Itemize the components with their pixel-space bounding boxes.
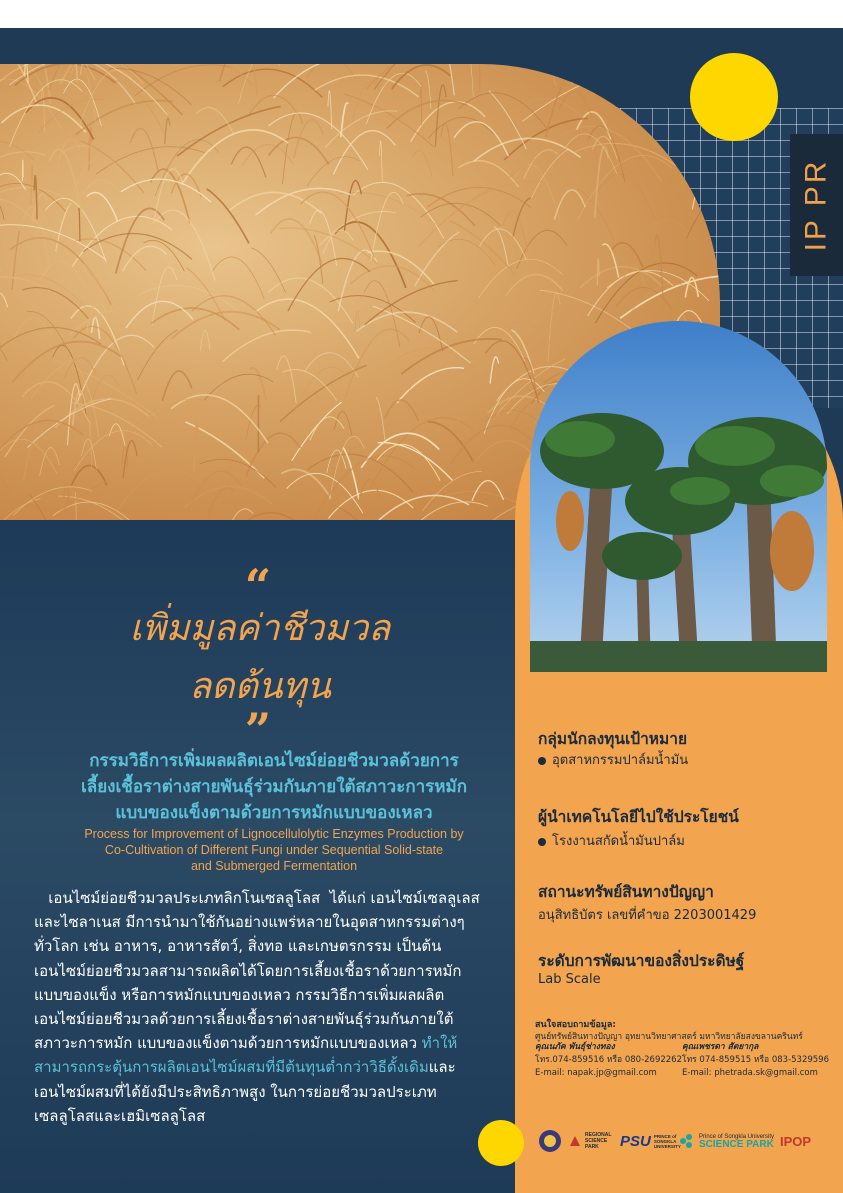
logo-text: IPOP	[780, 1133, 812, 1149]
fiber-strand	[391, 348, 498, 393]
psu-logo	[620, 1126, 681, 1156]
fiber-strand	[82, 180, 126, 202]
fiber-strand	[283, 113, 303, 184]
contact-name: คุณนภัค พันธุ์ช่างทอง	[535, 1042, 615, 1052]
headline-line-2: ลดต้นทุน	[189, 666, 331, 707]
description-line: และไซลาเนส มีการนำมาใช้กันอย่างแพร่หลายในอุตสาหกรรมต่างๆ	[34, 913, 465, 932]
fiber-strand	[410, 502, 488, 520]
fiber-strand	[35, 480, 110, 521]
fiber-strand	[192, 296, 276, 335]
fiber-strand	[108, 68, 191, 104]
regional-science-park-logo	[568, 1126, 611, 1156]
fiber-strand	[358, 480, 380, 503]
description-line: เอนไซม์ผสมที่ได้ยังมีประสิทธิภาพสูง ในการย่อยชีวมวลประเภท	[34, 1082, 437, 1101]
fiber-strand	[387, 100, 468, 128]
logo-text: PRINCE of	[653, 1133, 677, 1139]
fiber-strand	[655, 235, 663, 300]
description-paragraph	[34, 886, 484, 1128]
contact-email: E-mail: napak.jp@gmail.com	[535, 1068, 657, 1078]
thai-title-line: กรรมวิธีการเพิ่มผลผลิตเอนไซม์ย่อยชีวมวลด้วยการ	[89, 751, 459, 771]
fiber-strand	[385, 400, 418, 421]
fiber-strand	[435, 85, 446, 147]
fiber-strand	[251, 248, 286, 293]
fiber-strand	[0, 499, 41, 520]
fiber-strand	[713, 174, 720, 231]
fiber-strand	[307, 157, 359, 186]
highlighted-text: ทำให้	[421, 1034, 458, 1053]
fiber-strand	[427, 187, 531, 207]
fiber-strand	[474, 327, 525, 360]
fiber-strand	[22, 160, 23, 181]
fiber-strand	[0, 79, 62, 130]
fiber-strand	[475, 441, 535, 462]
fiber-strand	[87, 192, 118, 221]
fiber-strand	[575, 143, 680, 168]
technology-users-text: โรงงานสกัดน้ำมันปาล์ม	[552, 834, 685, 849]
logo-text: REGIONAL	[585, 1132, 612, 1138]
fiber-strand	[0, 293, 8, 341]
description-line: เอนไซม์ย่อยชีวมวลประเภทลิกโนเซลลูโลส ได้แก่ เอนไซม์เซลลูเลส	[34, 889, 480, 907]
fiber-strand	[474, 138, 581, 161]
fiber-strand	[379, 495, 469, 520]
fiber-strand	[397, 368, 464, 403]
fiber-strand	[135, 65, 232, 96]
bullet-icon	[538, 757, 546, 765]
fiber-strand	[0, 201, 4, 226]
contact-phone: โทร 074-859515 หรือ 083-5329596	[682, 1055, 829, 1065]
thai-title	[40, 748, 508, 826]
target-investor-value	[538, 752, 828, 770]
yellow-circle-decoration	[690, 53, 778, 141]
fiber-strand	[494, 227, 509, 266]
fiber-strand	[287, 473, 363, 513]
english-title-line: Co-Cultivation of Different Fungi under Sequential Solid-state	[104, 843, 444, 857]
science-park-logo	[678, 1126, 774, 1156]
english-title	[40, 826, 508, 874]
contact-email: E-mail: phetrada.sk@gmail.com	[682, 1068, 818, 1078]
fiber-strand	[194, 423, 199, 472]
fiber-strand	[595, 146, 608, 217]
fiber-strand	[0, 328, 101, 349]
yellow-circle-decoration-bottom	[478, 1120, 524, 1166]
fiber-strand	[602, 244, 618, 277]
fiber-strand	[139, 285, 237, 310]
logo-text: PARK	[585, 1144, 599, 1150]
development-level-value: Lab Scale	[538, 972, 601, 987]
technology-users-value	[538, 833, 828, 851]
description-text: และ	[428, 1058, 456, 1077]
fiber-strand	[79, 70, 135, 127]
logo-text: Prince of Songkla University	[699, 1134, 775, 1140]
fiber-strand	[89, 422, 91, 469]
fiber-strand	[231, 147, 265, 177]
fiber-strand	[223, 69, 323, 97]
fiber-strand	[156, 210, 215, 281]
fiber-strand	[40, 261, 85, 286]
poster	[0, 28, 843, 1193]
fiber-strand	[428, 422, 473, 462]
fiber-strand	[441, 123, 453, 176]
english-title-line: and Submerged Fermentation	[190, 859, 358, 873]
fiber-strand	[515, 165, 561, 223]
description-line: เอนไซม์ย่อยชีวมวลสามารถผลิตได้โดยการเลี้ยงเชื้อราด้วยการหมัก	[34, 961, 462, 980]
fiber-strand	[208, 488, 235, 518]
fiber-strand	[68, 269, 104, 289]
ip-status-heading: สถานะทรัพย์สินทางปัญญา	[538, 883, 714, 901]
fiber-strand	[522, 69, 625, 121]
open-quote-mark: “	[244, 559, 272, 613]
fiber-strand	[513, 198, 532, 237]
fiber-strand	[22, 288, 88, 319]
description-line	[34, 1031, 484, 1055]
fiber-strand	[74, 239, 146, 270]
fiber-strand	[0, 303, 1, 347]
fiber-strand	[301, 192, 375, 257]
university-seal-logo	[538, 1126, 562, 1156]
fiber-strand	[82, 375, 119, 446]
logo-text: SONGKLA	[653, 1138, 677, 1144]
fiber-strand	[126, 301, 193, 328]
fiber-strand	[335, 222, 406, 288]
fiber-strand	[310, 210, 337, 265]
fiber-strand	[502, 211, 527, 252]
highlighted-text: สามารถกระตุ้นการผลิตเอนไซม์ผสมที่มีต้นทุนต่ำกว่าวิธีดั้งเดิม	[34, 1058, 429, 1077]
fiber-strand	[239, 64, 257, 95]
fiber-strand	[333, 131, 395, 175]
fiber-strand	[49, 149, 82, 218]
description-text: สภาวะการหมัก แบบของแข็งตามด้วยการหมักแบบของเหลว	[34, 1034, 422, 1053]
fiber-strand	[464, 64, 473, 97]
fiber-strand	[225, 509, 253, 520]
ip-pr-tab	[790, 134, 843, 276]
fiber-strand	[71, 465, 107, 485]
fiber-strand	[171, 395, 268, 443]
fiber-strand	[26, 98, 94, 140]
fiber-strand	[454, 122, 508, 157]
fiber-strand	[56, 203, 71, 251]
fiber-strand	[438, 239, 495, 265]
fiber-strand	[271, 219, 323, 265]
fiber-strand	[122, 246, 167, 271]
fiber-strand	[107, 64, 182, 115]
fiber-strand	[32, 194, 47, 221]
headline-line-1: เพิ่มมูลค่าชีวมวล	[129, 608, 391, 649]
development-level-heading: ระดับการพัฒนาของสิ่งประดิษฐ์	[538, 952, 745, 970]
fiber-strand	[12, 231, 19, 290]
target-investor-text: อุตสาหกรรมปาล์มน้ำมัน	[552, 753, 689, 768]
fiber-strand	[0, 479, 10, 520]
contact-organization: ศูนย์ทรัพย์สินทางปัญญา อุทยานวิทยาศาสตร์ มหาวิทยาลัยสงขลานครินทร์	[535, 1032, 803, 1042]
fiber-strand	[345, 329, 410, 399]
fiber-strand	[376, 397, 385, 441]
fiber-strand	[154, 169, 183, 224]
fiber-strand	[74, 431, 153, 471]
fiber-strand	[314, 235, 323, 284]
fiber-strand	[578, 155, 672, 220]
fiber-strand	[288, 258, 370, 311]
fiber-strand	[418, 189, 491, 247]
fiber-strand	[641, 220, 698, 244]
fiber-strand	[144, 240, 185, 271]
fiber-strand	[507, 146, 601, 180]
palm-trees-photo	[530, 321, 827, 672]
fiber-strand	[200, 330, 210, 351]
description-line: เซลลูโลสและเฮมิเซลลูโลส	[34, 1106, 206, 1125]
close-quote-mark: ”	[244, 703, 272, 757]
fiber-strand	[361, 433, 439, 468]
fiber-strand	[74, 326, 137, 394]
fiber-strand	[564, 134, 617, 175]
fiber-strand	[323, 230, 353, 254]
description-line: ทั่วโลก เช่น อาหาร, อาหารสัตว์, สิ่งทอ และเกษตรกรรม เป็นต้น	[34, 937, 442, 956]
fiber-strand	[294, 120, 323, 158]
fiber-strand	[597, 259, 599, 286]
contact-person-2	[682, 1041, 832, 1080]
fiber-strand	[10, 80, 83, 147]
fiber-strand	[274, 64, 347, 98]
fiber-strand	[433, 64, 454, 95]
logo-text: SCIENCE	[585, 1138, 608, 1144]
thai-title-line: แบบของแข็งตามด้วยการหมักแบบของเหลว	[115, 803, 433, 823]
fiber-strand	[425, 498, 494, 520]
fiber-strand	[0, 313, 7, 361]
fiber-strand	[533, 64, 556, 86]
fiber-strand	[600, 174, 655, 219]
fiber-strand	[230, 192, 322, 213]
fiber-strand	[505, 99, 583, 119]
fiber-strand	[350, 266, 435, 292]
fiber-strand	[172, 312, 280, 339]
logo-text: PSU	[620, 1132, 651, 1150]
fiber-strand	[472, 481, 503, 501]
fiber-strand	[79, 209, 80, 242]
fiber-strand	[486, 341, 539, 403]
ipop-logo	[780, 1126, 811, 1156]
contact-phone: โทร.074-859516 หรือ 080-2692262	[535, 1055, 682, 1065]
fiber-strand	[144, 399, 209, 429]
thai-title-line: เลี้ยงเชื้อราต่างสายพันธุ์ร่วมกันภายใต้สภาวะการหมัก	[80, 777, 468, 797]
fiber-strand	[244, 513, 313, 520]
fiber-strand	[45, 198, 106, 262]
fiber-strand	[207, 189, 249, 244]
fiber-strand	[58, 496, 140, 520]
fiber-strand	[162, 371, 191, 401]
fiber-strand	[380, 141, 383, 182]
contact-heading: สนใจสอบถามข้อมูล:	[535, 1020, 616, 1030]
fiber-strand	[470, 64, 573, 84]
fiber-strand	[281, 469, 331, 498]
fiber-strand	[459, 161, 519, 187]
fiber-strand	[165, 118, 170, 144]
description-line: แบบของแข็ง หรือการหมักแบบของเหลว กรรมวิธีการเพิ่มผลผลิต	[34, 985, 445, 1004]
bullet-icon	[538, 838, 546, 846]
fiber-strand	[87, 81, 164, 134]
contact-name: คุณเพชรดา สัตยากุล	[682, 1042, 759, 1052]
english-title-line: Process for Improvement of Lignocellulolytic Enzymes Production by	[84, 827, 464, 841]
logo-text: UNIVERSITY	[653, 1143, 681, 1149]
fiber-strand	[686, 167, 720, 238]
fiber-strand	[490, 357, 498, 384]
fiber-strand	[334, 411, 352, 435]
contact-person-1	[535, 1041, 685, 1080]
partner-logos	[538, 1126, 838, 1156]
fiber-strand	[222, 330, 311, 362]
description-line: เอนไซม์ย่อยชีวมวลด้วยการเลี้ยงเชื้อราต่างสายพันธุ์ร่วมกันภายใต้	[34, 1010, 454, 1029]
fiber-strand	[407, 194, 475, 226]
fiber-strand	[320, 211, 396, 245]
description-line	[34, 1055, 484, 1079]
fiber-strand	[199, 459, 276, 487]
fiber-strand	[489, 91, 527, 150]
fiber-strand	[13, 487, 92, 516]
fiber-strand	[64, 357, 96, 378]
fiber-strand	[72, 216, 172, 267]
fiber-strand	[670, 147, 720, 180]
fiber-strand	[212, 257, 264, 299]
fiber-strand	[277, 356, 296, 403]
ip-pr-label: IP PR	[799, 158, 833, 252]
target-investor-heading: กลุ่มนักลงทุนเป้าหมาย	[538, 730, 688, 748]
fiber-strand	[244, 449, 330, 469]
technology-users-heading: ผู้นำเทคโนโลยีไปใช้ประโยชน์	[538, 808, 739, 826]
fiber-strand	[377, 444, 440, 480]
fiber-strand	[138, 330, 178, 380]
fiber-strand	[152, 267, 176, 325]
fiber-strand	[457, 378, 489, 426]
logo-text: SCIENCE PARK	[699, 1139, 774, 1150]
ip-status-value: อนุสิทธิบัตร เลขที่คำขอ 2203001429	[538, 908, 757, 923]
fiber-strand	[279, 228, 377, 263]
fiber-strand	[548, 293, 560, 362]
fiber-strand	[413, 150, 432, 176]
fiber-strand	[30, 495, 62, 520]
fiber-strand	[0, 420, 83, 467]
fiber-strand	[75, 492, 76, 520]
fiber-strand	[6, 395, 38, 417]
